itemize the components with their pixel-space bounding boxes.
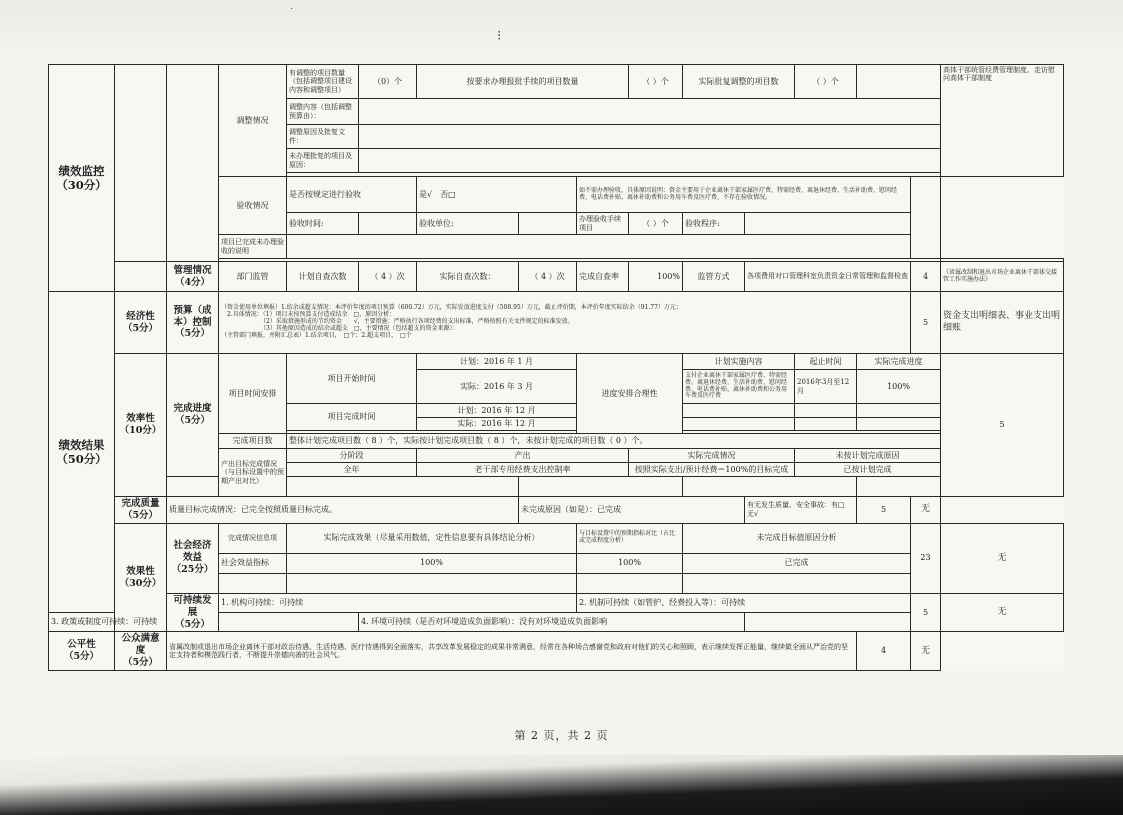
management-plan-label: 计划自查次数 [287,262,359,292]
progress-label: 完成进度 （5分） [167,354,219,477]
quality-remark: 无 [911,497,941,524]
economy-line: （3）其他原因造成的结余或超支 □，主要情况（包括超支的资金来源）： [221,324,459,332]
blank-cell [795,418,857,431]
effect-label: 效果性 （30分） [115,523,167,632]
acceptance-proc-value: （ ）个 [629,213,683,235]
management-actual-label: 实际自查次数： [417,262,519,292]
row-stage: 全年 [287,463,417,477]
progress-reason-label: 进度安排合理性 [577,354,683,434]
blank-cell [795,404,857,418]
blank-cell [287,477,519,497]
actual-progress: 100% [857,370,941,404]
row-actual: 按照实际支出/预计经费＝100%的目标完成 [629,463,795,477]
col-output: 产出 [417,449,629,463]
compare-label: 与目标设置中的预期指标对比（占比或完成程度分析） [577,523,683,553]
management-mode-label: 监管方式 [683,262,745,292]
plan-content-label: 计划实施内容 [683,354,795,370]
acceptance-unit-value [519,213,577,235]
blank-cell [167,65,219,262]
acceptance-program-label: 验收程序: [683,213,745,235]
actual-progress-label: 实际完成进度 [857,354,941,370]
section-monitor: 绩效监控 （30分） [49,65,115,292]
blank-cell [577,573,683,593]
fairness-text: 省属改制或退出市场企业离休干部对政治待遇、生活待遇、医疗待遇得到全面落实，共享改革发展稳定的成果非常满意，经常在各种场合感谢党和政府对他们的关心和照顾，表示继续发挥正能量，继续做全面从严治党的坚定支持者和模范践行者，不断提升崇德向善的社会风气。 [167,632,857,671]
acceptance-compliant-value: 是√ 否□ [417,177,577,213]
economy-line: （2）采取措施形成的节约资金 √，主要措施：严格执行各项经费的支出标准，严格按照有关文件规定的标准发放。 [221,318,574,326]
row-unfinished: 已按计划完成 [795,463,941,477]
sustain-remark: 无 [941,593,1064,632]
management-mode-value: 各项费用对口管理科室负责资金日常管理和监督检查 [745,262,911,292]
items-text: 整体计划完成项目数（ 8 ）个，实际按计划完成项目数（ 8 ）个，未按计划完成的项目数（ 0 ）个。 [287,434,941,449]
economy-remark: 资金支出明细表、事业支出明细账 [941,292,1064,354]
fairness-score: 4 [857,632,911,671]
efficiency-label: 效率性 （10分） [115,354,167,497]
acceptance-time-label: 验收时间: [287,213,359,235]
acceptance-proc-label: 办理验收手续项目 [577,213,629,235]
adjust-count-value: （0）个 [359,65,417,99]
info-label: 完成情况信息项 [219,523,287,553]
adjust-content-value [359,99,941,125]
sustain-3: 3. 政策或制度可持续：可持续 [49,613,359,632]
deadline-label: 起止时间 [795,354,857,370]
actual-effect-label: 实际完成效果（尽量采用数值，定性信息要有具体结论分析） [287,523,577,553]
adjust-approved-label: 实际批复调整的项目数 [683,65,795,99]
adjust-reason-label: 调整原因及批复文件： [287,125,359,149]
fairness-sub-label: 公众满意度 （5分） [115,632,167,671]
acceptance-label: 验收情况 [219,177,287,235]
management-label: 管理情况 （4分） [167,262,219,292]
adjust-unapproved-label: 未办理批复的项目及原因： [287,149,359,173]
sustain-4: 4. 环境可持续（是否对环境造成负面影响）：没有对环境造成负面影响 [359,613,745,632]
acceptance-unfinished-value [287,235,941,259]
actual-effect: 100% [287,553,577,573]
management-score: 4 [911,262,941,292]
adjust-label: 调整情况 [219,65,287,177]
unfinished-reason: 已完成 [683,553,911,573]
blank-cell [683,477,857,497]
adjust-unapproved-value [359,149,941,173]
economy-label: 经济性 （5分） [115,292,167,354]
col-stage: 分阶段 [287,449,417,463]
scan-shadow [0,755,1123,815]
quality-label: 完成质量 （5分） [115,497,167,524]
end-label: 项目完成时间 [287,404,417,431]
quality-text: 质量目标完成情况：已完全按照质量目标完成。 [167,497,519,524]
fairness-remark: 无 [911,632,941,671]
blank-cell [519,477,683,497]
effect-remark: 无 [941,523,1064,593]
economy-line: （主管部门填报，并附汇总表）1.结余项目， □个；2.超支项目， □个 [221,331,412,339]
performance-evaluation-table [48,64,1064,671]
blank-cell [287,573,577,593]
deadline: 2016年3月至12月 [795,370,857,404]
management-remark: 《省属改制和退出市场企业离休干部体交接管工作实施办法》 [941,262,1064,292]
adjust-content-label: 调整内容（包括调整预算由）： [287,99,359,125]
output-label: 产出目标完成情况（与目标设置中的预期产出对比） [219,449,287,497]
unfinished-reason-label: 未完成目标值原因分析 [683,523,911,553]
end-actual: 实际：2016 年 12 月 [417,418,577,431]
adjust-approved-value: （ ）个 [795,65,857,99]
safety: 有无发生质量、安全事故：有□ 无√ [745,497,857,524]
sustain-label: 可持续发展 （5分） [167,593,219,632]
economy-sub-label: 预算（成本）控制 （5分） [167,292,219,354]
economy-line: （资金使用单位填报）1.结余或超支情况：本评价年度的项目预算（600.72）万元，实际发放进度支付（508.95）万元，截止评价期，本评价年度实际结余（91.77）万元； [221,304,682,312]
management-plan-value: （ 4 ）次 [359,262,417,292]
blank-cell [115,65,167,262]
fairness-label: 公平性 （5分） [49,632,115,671]
end-plan: 计划：2016 年 12 月 [417,404,577,418]
start-plan: 计划：2016 年 1 月 [417,354,577,370]
adjust-remark: 高体干部统管经费管理制度、走访慰问高体干部制度 [941,65,1064,177]
scan-background [0,0,1123,60]
blank-cell [115,262,167,292]
scan-speck: ⁝ [497,28,502,44]
management-rate-value: 100% [629,262,683,292]
economy-score: 5 [911,292,941,354]
blank-cell [857,65,941,99]
management-dept-label: 部门监管 [219,262,287,292]
items-label: 完成项目数 [219,434,287,449]
col-unfinished: 未按计划完成原因 [795,449,941,463]
quality-score: 5 [857,497,911,524]
acceptance-unfinished-label: 项目已完成未办理验收的说明 [219,235,287,259]
col-actual: 实际完成情况 [629,449,795,463]
acceptance-note: 如不需办理验收，具体原因说明：资金主要用于企业离休干部家属医疗费、特需经费、离退休经费、生活补助费、慰问经费、电话费补贴、离休补助费和公务用车费及医疗费，不存在验收情况。 [577,177,911,213]
section-result: 绩效结果 （50分） [49,292,115,613]
economy-line: 2.具体情况：（1）项目未按预算支付造成结余 □，原因分析： [221,311,396,319]
scan-speck: · [290,4,294,15]
effect-score: 23 [911,523,941,593]
blank-cell [683,404,795,418]
start-label: 项目开始时间 [287,354,417,404]
acceptance-program-value [745,213,911,235]
acceptance-compliant-label: 是否按规定进行验收 [287,177,417,213]
blank-cell [857,404,941,418]
sustain-1: 1. 机构可持续：可持续 [219,593,577,612]
blank-cell [219,573,287,593]
adjust-approve-proc-label: 按要求办理报批手续的项目数量 [417,65,629,99]
compare: 100% [577,553,683,573]
sustain-score: 5 [911,593,941,632]
adjust-count-label: 有调整的项目数量（包括调整项目建设内容和调整项目） [287,65,359,99]
management-actual-value: （ 4 ）次 [519,262,577,292]
row-output: 老干部专用经费支出控制率 [417,463,629,477]
economy-detail [219,292,911,354]
blank-cell [683,418,795,431]
blank-cell [857,418,941,431]
start-actual: 实际：2016 年 3 月 [417,370,577,404]
blank-cell [683,573,911,593]
time-arrange-label: 项目时间安排 [219,354,287,434]
efficiency-score: 5 [941,354,1064,497]
acceptance-time-value [359,213,417,235]
management-rate-label: 完成自查率 [577,262,629,292]
page-footer: 第 2 页，共 2 页 [514,729,609,742]
sustain-2: 2. 机制可持续（如管护、经费投入等）：可持续 [577,593,911,612]
social-label: 社会经济效益 （25分） [167,523,219,593]
plan-content: 支付企业离休干部家属医疗费、特需经费、离退休经费、生活补助费、慰问经费、电话费补贴、离休补助费和公务用车费及医疗费 [683,370,795,404]
adjust-approve-proc-value: （ ）个 [629,65,683,99]
acceptance-unit-label: 验收单位: [417,213,519,235]
quality-reason: 未完成原因（如是）：已完成 [519,497,745,524]
indicator: 社会效益指标 [219,553,287,573]
adjust-reason-value [359,125,941,149]
